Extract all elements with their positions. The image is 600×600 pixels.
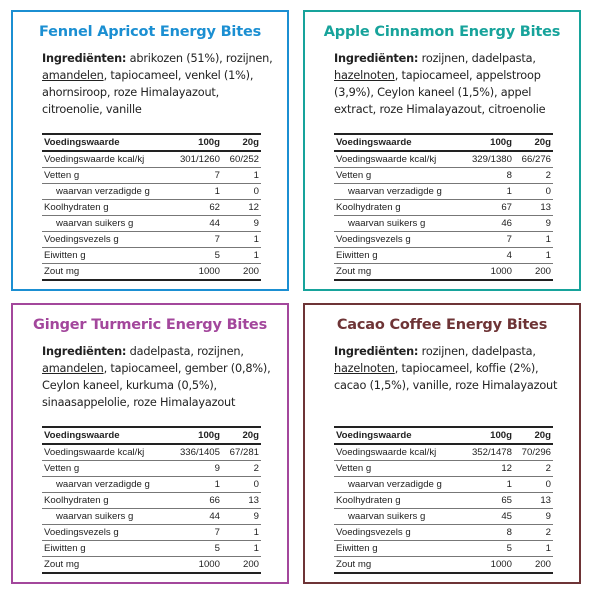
nutrition-table [42, 133, 261, 281]
ingredients [42, 343, 273, 411]
nutrient-label: Zout mg [44, 266, 80, 277]
value-20g: 67/281 [222, 444, 261, 461]
nutrition-row [42, 477, 261, 493]
nutrient-label: Voedingsvezels g [42, 525, 171, 541]
nutrition-row [334, 477, 553, 493]
nutrient-label: Vetten g [334, 461, 463, 477]
nutrient-label: waarvan verzadigde g [42, 184, 171, 200]
nutrient-label: Voedingswaarde kcal/kj [334, 444, 463, 461]
nutrient-label: waarvan suikers g [42, 509, 171, 525]
value-100g: 66 [171, 493, 222, 509]
ingredients-text-rest: , tapiocameel, koffie (2%), cacao (1,5%), vanille, roze Himalayazout [334, 362, 558, 392]
value-100g: 8 [463, 168, 514, 184]
value-20g: 0 [514, 184, 553, 200]
nutrient-label: Eiwitten g [42, 248, 171, 264]
nutrition-row [334, 200, 553, 216]
nutrition-header [334, 134, 553, 151]
value-100g: 1 [463, 477, 514, 493]
value-100g: 1 [463, 184, 514, 200]
nutrition-table [42, 426, 261, 574]
value-20g: 1 [222, 248, 261, 264]
nutrition-row [42, 168, 261, 184]
ingredients [334, 343, 565, 394]
value-100g: 46 [463, 216, 514, 232]
value-100g: 7 [171, 525, 222, 541]
ingredients-text: rozijnen, dadelpasta, [421, 345, 536, 358]
ingredients [334, 50, 565, 118]
value-100g: 44 [171, 216, 222, 232]
value-100g: 8 [463, 525, 514, 541]
value-100g: 1 [171, 477, 222, 493]
value-20g: 1 [514, 248, 553, 264]
value-100g: 5 [171, 541, 222, 557]
value-100g: 7 [171, 232, 222, 248]
value-20g: 1 [222, 525, 261, 541]
value-100g: 301/1260 [171, 151, 222, 168]
value-100g: 67 [463, 200, 514, 216]
ingredients-label: Ingrediënten: [42, 345, 127, 358]
header-20g: 20g [514, 427, 553, 444]
allergen: amandelen [42, 69, 104, 82]
value-20g: 2 [222, 461, 261, 477]
nutrient-label: Koolhydraten g [42, 493, 171, 509]
value-100g: 5 [463, 541, 514, 557]
nutrient-label: Zout mg [336, 559, 372, 570]
value-20g: 200 [534, 559, 551, 570]
value-20g: 13 [222, 493, 261, 509]
value-100g: 4 [463, 248, 514, 264]
value-20g: 1 [222, 541, 261, 557]
value-100g: 336/1405 [171, 444, 222, 461]
nutrition-row [42, 509, 261, 525]
nutrient-label: Voedingsvezels g [42, 232, 171, 248]
product-card-apple [303, 10, 581, 291]
value-20g: 1 [514, 232, 553, 248]
ingredients-label: Ingrediënten: [334, 52, 419, 65]
value-20g: 70/296 [514, 444, 553, 461]
nutrient-label: Koolhydraten g [334, 493, 463, 509]
nutrient-label: Zout mg [336, 266, 372, 277]
value-20g: 0 [222, 184, 261, 200]
value-100g: 1000 [198, 559, 220, 570]
nutrient-label: waarvan verzadigde g [334, 477, 463, 493]
product-title: Ginger Turmeric Energy Bites [33, 317, 267, 333]
nutrient-label: Zout mg [44, 559, 80, 570]
header-nutrient: Voedingswaarde [42, 134, 171, 151]
value-20g: 200 [242, 266, 259, 277]
ingredients-text: dadelpasta, rozijnen, [129, 345, 244, 358]
nutrient-label: Voedingswaarde kcal/kj [334, 151, 463, 168]
nutrition-row [334, 232, 553, 248]
value-20g: 0 [514, 477, 553, 493]
nutrition-header [42, 427, 261, 444]
header-100g: 100g [171, 427, 222, 444]
nutrient-label: Voedingsvezels g [334, 232, 463, 248]
value-100g: 65 [463, 493, 514, 509]
nutrition-row [42, 461, 261, 477]
allergen: hazelnoten [334, 69, 395, 82]
ingredients-text: rozijnen, dadelpasta, [421, 52, 536, 65]
nutrition-row [42, 444, 261, 461]
ingredients-label: Ingrediënten: [42, 52, 127, 65]
nutrition-row [334, 248, 553, 264]
ingredients-text: abrikozen (51%), rozijnen, [129, 52, 273, 65]
nutrition-row [334, 493, 553, 509]
ingredients-text-rest: , tapiocameel, venkel (1%), ahornsiroop, roze Himalayazout, citroenolie, vanille [42, 69, 254, 116]
nutrient-label: Eiwitten g [334, 248, 463, 264]
nutrition-row [334, 444, 553, 461]
value-100g: 1000 [198, 266, 220, 277]
value-100g: 1 [171, 184, 222, 200]
nutrient-label: waarvan verzadigde g [42, 477, 171, 493]
product-title: Apple Cinnamon Energy Bites [323, 24, 561, 40]
nutrition-row [42, 493, 261, 509]
value-20g: 1 [222, 232, 261, 248]
nutrition-row [42, 525, 261, 541]
nutrition-row [42, 248, 261, 264]
value-20g: 200 [534, 266, 551, 277]
nutrition-header [334, 427, 553, 444]
value-20g: 12 [222, 200, 261, 216]
nutrient-label: waarvan suikers g [334, 216, 463, 232]
nutrition-table [334, 426, 553, 574]
value-20g: 2 [514, 525, 553, 541]
nutrient-label: waarvan verzadigde g [334, 184, 463, 200]
nutrition-row [42, 200, 261, 216]
value-100g: 7 [463, 232, 514, 248]
value-20g: 1 [514, 541, 553, 557]
value-20g: 13 [514, 493, 553, 509]
value-20g: 9 [222, 509, 261, 525]
ingredients-label: Ingrediënten: [334, 345, 419, 358]
nutrition-row [42, 184, 261, 200]
allergen: hazelnoten [334, 362, 395, 375]
product-card-fennel [11, 10, 289, 291]
value-20g: 1 [222, 168, 261, 184]
value-100g: 9 [171, 461, 222, 477]
value-100g: 1000 [490, 266, 512, 277]
nutrition-row [334, 461, 553, 477]
value-100g: 5 [171, 248, 222, 264]
nutrition-header [42, 134, 261, 151]
nutrient-label: waarvan suikers g [334, 509, 463, 525]
value-100g: 329/1380 [463, 151, 514, 168]
value-100g: 352/1478 [463, 444, 514, 461]
header-nutrient: Voedingswaarde [334, 134, 463, 151]
value-100g: 45 [463, 509, 514, 525]
nutrition-row [334, 216, 553, 232]
nutrition-row [42, 557, 261, 574]
nutrition-row [334, 168, 553, 184]
value-20g: 200 [242, 559, 259, 570]
value-20g: 0 [222, 477, 261, 493]
nutrient-label: Vetten g [42, 461, 171, 477]
header-nutrient: Voedingswaarde [334, 427, 463, 444]
nutrition-table [334, 133, 553, 281]
nutrient-label: Voedingswaarde kcal/kj [42, 444, 171, 461]
nutrition-row [334, 541, 553, 557]
nutrient-label: Vetten g [334, 168, 463, 184]
nutrient-label: Voedingsvezels g [334, 525, 463, 541]
value-100g: 7 [171, 168, 222, 184]
value-20g: 9 [222, 216, 261, 232]
header-100g: 100g [463, 134, 514, 151]
allergen: amandelen [42, 362, 104, 375]
nutrition-row [42, 541, 261, 557]
value-20g: 2 [514, 168, 553, 184]
header-100g: 100g [463, 427, 514, 444]
nutrient-label: Voedingswaarde kcal/kj [42, 151, 171, 168]
nutrition-row [42, 151, 261, 168]
header-nutrient: Voedingswaarde [42, 427, 171, 444]
value-20g: 2 [514, 461, 553, 477]
nutrition-row [334, 525, 553, 541]
value-100g: 62 [171, 200, 222, 216]
nutrient-label: Eiwitten g [42, 541, 171, 557]
nutrition-row [334, 264, 553, 281]
ingredients-text-rest: , tapiocameel, appelstroop (3,9%), Ceylon kaneel (1,5%), appel extract, roze Himalayazout, citroenolie [334, 69, 546, 116]
header-20g: 20g [222, 134, 261, 151]
header-20g: 20g [222, 427, 261, 444]
nutrient-label: Eiwitten g [334, 541, 463, 557]
nutrient-label: Vetten g [42, 168, 171, 184]
nutrition-row [42, 264, 261, 281]
nutrition-row [334, 509, 553, 525]
value-20g: 13 [514, 200, 553, 216]
nutrition-row [42, 232, 261, 248]
value-20g: 9 [514, 509, 553, 525]
header-100g: 100g [171, 134, 222, 151]
ingredients [42, 50, 273, 118]
product-card-ginger [11, 303, 289, 584]
value-100g: 12 [463, 461, 514, 477]
nutrient-label: Koolhydraten g [334, 200, 463, 216]
nutrition-row [334, 151, 553, 168]
nutrition-row [334, 184, 553, 200]
nutrient-label: Koolhydraten g [42, 200, 171, 216]
value-100g: 44 [171, 509, 222, 525]
nutrition-row [334, 557, 553, 574]
nutrition-row [42, 216, 261, 232]
value-20g: 9 [514, 216, 553, 232]
product-title: Cacao Coffee Energy Bites [336, 317, 548, 333]
ingredients-text-rest: , tapiocameel, gember (0,8%), Ceylon kaneel, kurkuma (0,5%), sinaasappelolie, roze Himalayazout [42, 362, 271, 409]
value-20g: 66/276 [514, 151, 553, 168]
header-20g: 20g [514, 134, 553, 151]
value-100g: 1000 [490, 559, 512, 570]
product-card-cacao [303, 303, 581, 584]
nutrient-label: waarvan suikers g [42, 216, 171, 232]
value-20g: 60/252 [222, 151, 261, 168]
product-title: Fennel Apricot Energy Bites [38, 24, 262, 40]
